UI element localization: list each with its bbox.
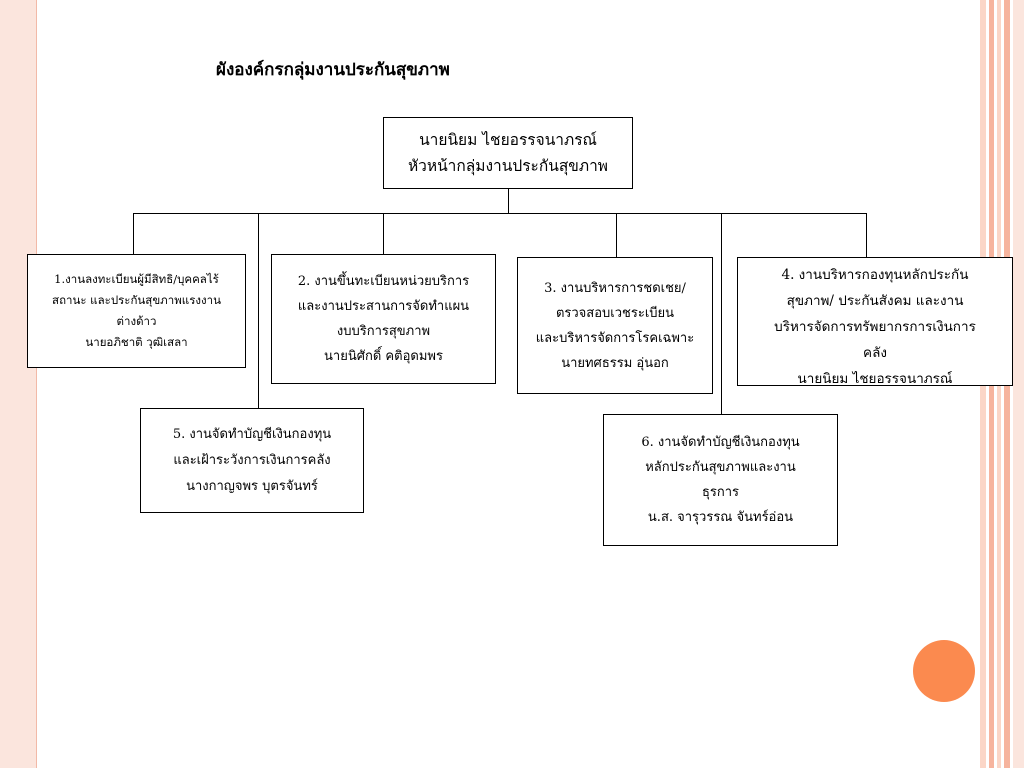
unit-box-3	[517, 257, 713, 394]
head-box	[383, 117, 633, 189]
unit-6-line: 6. งานจัดทำบัญชีเงินกองทุน	[641, 435, 800, 450]
unit-3-person: นายทศธรรม อุ่นอก	[561, 355, 669, 371]
unit-2-person: นายนิศักดิ์ คติอุดมพร	[324, 349, 443, 364]
unit-6-person: น.ส. จารุวรรณ จันทร์อ่อน	[647, 510, 794, 525]
connector-line	[616, 213, 617, 258]
connector-line	[258, 213, 259, 409]
unit-3-line: ตรวจสอบเวชระเบียน	[555, 305, 675, 321]
left-decor-band	[0, 0, 36, 768]
unit-3-line: และบริหารจัดการโรคเฉพาะ	[535, 330, 695, 346]
unit-1-line: 1.งานลงทะเบียนผู้มีสิทธิ/บุคคลไร้	[54, 272, 219, 286]
connector-line	[133, 213, 134, 255]
chart-title: ผังองค์กรกลุ่มงานประกันสุขภาพ	[216, 60, 450, 80]
unit-2-line: 2. งานขึ้นทะเบียนหน่วยบริการ	[297, 274, 470, 289]
connector-line	[866, 213, 867, 258]
unit-4-line: 4. งานบริหารกองทุนหลักประกัน	[781, 267, 969, 283]
unit-5-person: นางกาญจพร บุตรจันทร์	[186, 478, 318, 494]
unit-box-2	[271, 254, 496, 384]
head-name: นายนิยม ไชยอรรจนาภรณ์	[419, 131, 597, 149]
unit-3-line: 3. งานบริหารการชดเชย/	[544, 280, 686, 296]
unit-2-line: และงานประสานการจัดทำแผน	[297, 299, 470, 314]
unit-box-1	[27, 254, 246, 368]
unit-5-line: 5. งานจัดทำบัญชีเงินกองทุน	[172, 426, 332, 442]
connector-line	[383, 213, 384, 255]
unit-1-person: นายอภิชาติ วุฒิเสลา	[85, 335, 188, 349]
unit-box-5	[140, 408, 364, 513]
unit-5-line: และเฝ้าระวังการเงินการคลัง	[173, 452, 331, 468]
left-decor-line	[36, 0, 37, 768]
connector-line	[721, 213, 722, 415]
unit-6-line: หลักประกันสุขภาพและงาน	[645, 460, 796, 475]
unit-box-4	[737, 257, 1013, 386]
unit-2-line: งบบริการสุขภาพ	[336, 324, 431, 339]
unit-6-line: ธุรการ	[701, 485, 740, 500]
unit-4-line: คลัง	[863, 345, 887, 361]
unit-4-line: สุขภาพ/ ประกันสังคม และงาน	[786, 293, 964, 309]
connector-line	[133, 213, 867, 214]
head-position: หัวหน้ากลุ่มงานประกันสุขภาพ	[407, 157, 609, 175]
unit-box-6	[603, 414, 838, 546]
unit-4-line: บริหารจัดการทรัพยากรการเงินการ	[774, 319, 976, 335]
connector-line	[508, 188, 509, 214]
unit-1-line: ต่างด้าว	[116, 314, 157, 328]
unit-4-person: นายนิยม ไชยอรรจนาภรณ์	[797, 371, 953, 387]
right-stripe	[1013, 0, 1024, 768]
unit-1-line: สถานะ และประกันสุขภาพแรงงาน	[52, 293, 221, 307]
decor-circle	[913, 640, 975, 702]
